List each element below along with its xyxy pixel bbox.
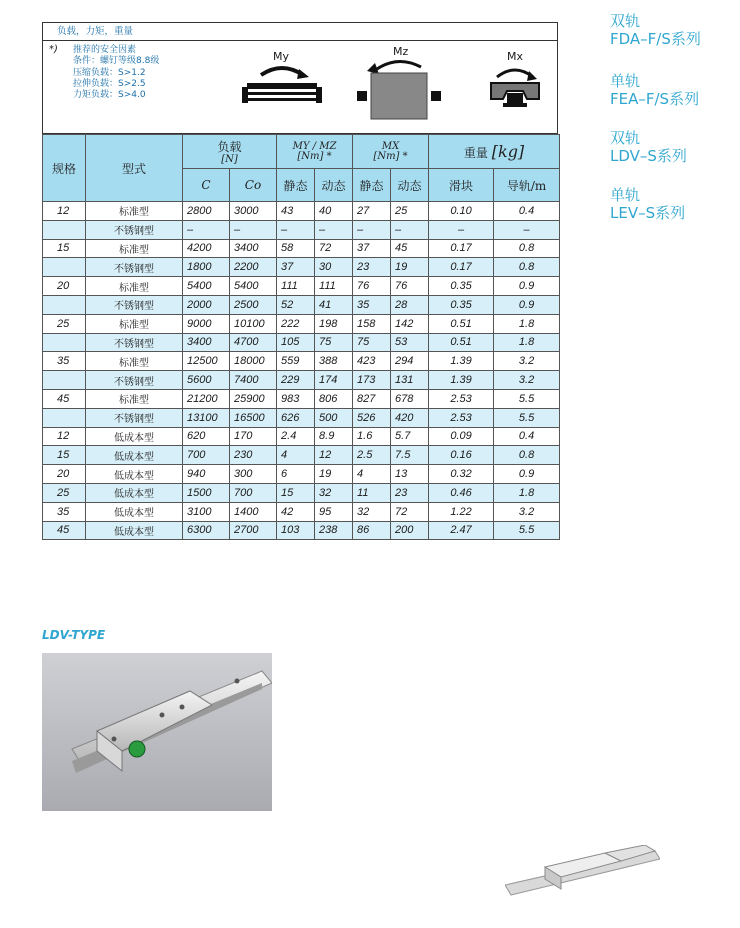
note-line: 压缩负载：S>1.2 bbox=[73, 67, 146, 78]
cell-co: 2700 bbox=[230, 521, 277, 540]
cell-myd: 30 bbox=[315, 258, 353, 277]
cell-myd: 8.9 bbox=[315, 427, 353, 446]
cell-rail: 1.8 bbox=[494, 333, 560, 352]
cell-type: 低成本型 bbox=[86, 427, 183, 446]
load-unit: [N] bbox=[221, 154, 238, 165]
col-block-header: 滑块 bbox=[429, 169, 494, 202]
cell-size: 15 bbox=[43, 446, 86, 465]
cell-mxd: 7.5 bbox=[391, 446, 429, 465]
cell-size: 12 bbox=[43, 202, 86, 221]
cell-c: 4200 bbox=[183, 239, 230, 258]
cell-rail: 5.5 bbox=[494, 408, 560, 427]
cell-co: 230 bbox=[230, 446, 277, 465]
photo-title: LDV-TYPE bbox=[42, 628, 106, 642]
cell-myd: – bbox=[315, 220, 353, 239]
series-title: 单轨 bbox=[610, 72, 641, 90]
table-row bbox=[43, 446, 560, 465]
cell-block: 0.46 bbox=[429, 483, 494, 502]
table-row bbox=[43, 465, 560, 484]
cell-mys: 6 bbox=[277, 465, 315, 484]
cell-mxs: 827 bbox=[353, 389, 391, 408]
series-sub: LEV–S系列 bbox=[610, 204, 686, 222]
cell-rail: 0.8 bbox=[494, 239, 560, 258]
mymz-unit: [Nm] * bbox=[297, 151, 332, 162]
cell-mys: 111 bbox=[277, 277, 315, 296]
cell-mxs: 35 bbox=[353, 295, 391, 314]
cell-mxd: 28 bbox=[391, 295, 429, 314]
cell-type: 低成本型 bbox=[86, 446, 183, 465]
cell-type: 标准型 bbox=[86, 202, 183, 221]
col-mymz-header bbox=[277, 135, 353, 169]
cell-rail: 3.2 bbox=[494, 371, 560, 390]
cell-rail: – bbox=[494, 220, 560, 239]
cell-c: 9000 bbox=[183, 314, 230, 333]
note-line: 拉伸负载：S>2.5 bbox=[73, 78, 146, 89]
cell-rail: 0.4 bbox=[494, 202, 560, 221]
cell-co: 3000 bbox=[230, 202, 277, 221]
cell-type: 不锈钢型 bbox=[86, 220, 183, 239]
cell-mys: 222 bbox=[277, 314, 315, 333]
cell-c: 2800 bbox=[183, 202, 230, 221]
table-row bbox=[43, 333, 560, 352]
cell-c: 5400 bbox=[183, 277, 230, 296]
cell-mxs: 173 bbox=[353, 371, 391, 390]
mz-diagram bbox=[353, 43, 443, 121]
cell-mys: 43 bbox=[277, 202, 315, 221]
col-rail-header: 导轨/m bbox=[494, 169, 560, 202]
cell-block: 1.39 bbox=[429, 371, 494, 390]
series-fda bbox=[610, 12, 701, 48]
cell-mxd: 76 bbox=[391, 277, 429, 296]
cell-rail: 0.9 bbox=[494, 295, 560, 314]
ldv-product-image bbox=[42, 653, 272, 811]
cell-mys: 4 bbox=[277, 446, 315, 465]
cell-mys: 52 bbox=[277, 295, 315, 314]
cell-mxs: 76 bbox=[353, 277, 391, 296]
cell-mxd: 142 bbox=[391, 314, 429, 333]
cell-size: 35 bbox=[43, 502, 86, 521]
cell-myd: 41 bbox=[315, 295, 353, 314]
cell-myd: 19 bbox=[315, 465, 353, 484]
cell-block: 2.53 bbox=[429, 389, 494, 408]
cell-myd: 500 bbox=[315, 408, 353, 427]
cell-mxd: 131 bbox=[391, 371, 429, 390]
series-sub: FEA–F/S系列 bbox=[610, 90, 700, 108]
cell-type: 低成本型 bbox=[86, 502, 183, 521]
table-row bbox=[43, 277, 560, 296]
cell-mxs: 23 bbox=[353, 258, 391, 277]
table-row bbox=[43, 258, 560, 277]
cell-size: 15 bbox=[43, 239, 86, 258]
weight-unit: [kg] bbox=[491, 142, 525, 161]
mymz-title: MY / MZ bbox=[292, 141, 337, 152]
cell-type: 低成本型 bbox=[86, 483, 183, 502]
cell-block: 2.53 bbox=[429, 408, 494, 427]
cell-type: 低成本型 bbox=[86, 521, 183, 540]
cell-myd: 238 bbox=[315, 521, 353, 540]
table-row bbox=[43, 352, 560, 371]
cell-mxs: 2.5 bbox=[353, 446, 391, 465]
cell-size: 12 bbox=[43, 427, 86, 446]
cell-co: 170 bbox=[230, 427, 277, 446]
cell-type: 标准型 bbox=[86, 277, 183, 296]
table-row bbox=[43, 389, 560, 408]
cell-mys: 103 bbox=[277, 521, 315, 540]
table-row bbox=[43, 502, 560, 521]
table-row bbox=[43, 483, 560, 502]
cell-c: 3400 bbox=[183, 333, 230, 352]
col-load-header bbox=[183, 135, 277, 169]
cell-mxs: 86 bbox=[353, 521, 391, 540]
cell-myd: 12 bbox=[315, 446, 353, 465]
cell-type: 低成本型 bbox=[86, 465, 183, 484]
cell-rail: 5.5 bbox=[494, 389, 560, 408]
cell-c: 5600 bbox=[183, 371, 230, 390]
cell-rail: 0.9 bbox=[494, 277, 560, 296]
cell-block: 0.17 bbox=[429, 258, 494, 277]
cell-mxs: 27 bbox=[353, 202, 391, 221]
cell-size bbox=[43, 258, 86, 277]
cell-c: 620 bbox=[183, 427, 230, 446]
table-row bbox=[43, 239, 560, 258]
note-line: 推荐的安全因素 bbox=[73, 45, 137, 55]
cell-myd: 388 bbox=[315, 352, 353, 371]
cell-co: 5400 bbox=[230, 277, 277, 296]
col-my-static-header: 静态 bbox=[277, 169, 315, 202]
cell-mys: 15 bbox=[277, 483, 315, 502]
spec-header: 负载，力矩，重量 bbox=[43, 23, 557, 41]
cell-co: 4700 bbox=[230, 333, 277, 352]
cell-co: 18000 bbox=[230, 352, 277, 371]
cell-type: 标准型 bbox=[86, 352, 183, 371]
cell-co: 10100 bbox=[230, 314, 277, 333]
cell-block: 0.17 bbox=[429, 239, 494, 258]
table-row bbox=[43, 521, 560, 540]
cell-block: 0.51 bbox=[429, 333, 494, 352]
spec-box bbox=[42, 22, 558, 134]
cell-mxd: – bbox=[391, 220, 429, 239]
cell-rail: 3.2 bbox=[494, 352, 560, 371]
load-title: 负载 bbox=[217, 140, 242, 154]
cell-co: 2200 bbox=[230, 258, 277, 277]
cell-mys: 559 bbox=[277, 352, 315, 371]
cell-block: 0.10 bbox=[429, 202, 494, 221]
col-c-header: C bbox=[183, 169, 230, 202]
cell-mxd: 13 bbox=[391, 465, 429, 484]
cell-myd: 75 bbox=[315, 333, 353, 352]
cell-mxs: 158 bbox=[353, 314, 391, 333]
cell-co: 3400 bbox=[230, 239, 277, 258]
cell-block: 0.51 bbox=[429, 314, 494, 333]
cell-co: 25900 bbox=[230, 389, 277, 408]
table-row bbox=[43, 371, 560, 390]
cell-mxd: 72 bbox=[391, 502, 429, 521]
cell-rail: 3.2 bbox=[494, 502, 560, 521]
safety-notes bbox=[73, 45, 159, 101]
cell-mys: 42 bbox=[277, 502, 315, 521]
cell-myd: 198 bbox=[315, 314, 353, 333]
cell-co: 2500 bbox=[230, 295, 277, 314]
cell-rail: 1.8 bbox=[494, 314, 560, 333]
cell-mxd: 53 bbox=[391, 333, 429, 352]
cell-mxs: 423 bbox=[353, 352, 391, 371]
col-mx-header bbox=[353, 135, 429, 169]
cell-type: 不锈钢型 bbox=[86, 371, 183, 390]
mx-unit: [Nm] * bbox=[373, 151, 408, 162]
cell-type: 标准型 bbox=[86, 389, 183, 408]
cell-rail: 0.8 bbox=[494, 258, 560, 277]
cell-size: 20 bbox=[43, 465, 86, 484]
col-co-header: Co bbox=[230, 169, 277, 202]
my-label: My bbox=[273, 50, 290, 63]
cell-co: – bbox=[230, 220, 277, 239]
weight-title: 重量 bbox=[463, 146, 488, 160]
note-line: 条件：螺钉等级8.8级 bbox=[73, 56, 160, 67]
col-mx-dynamic-header: 动态 bbox=[391, 169, 429, 202]
series-fea bbox=[610, 72, 699, 108]
cell-block: 1.22 bbox=[429, 502, 494, 521]
col-type-header: 型式 bbox=[86, 135, 183, 202]
cell-myd: 806 bbox=[315, 389, 353, 408]
cell-c: 700 bbox=[183, 446, 230, 465]
cell-type: 不锈钢型 bbox=[86, 295, 183, 314]
cell-mxs: 4 bbox=[353, 465, 391, 484]
cell-size bbox=[43, 295, 86, 314]
product-image-small bbox=[505, 845, 660, 903]
cell-size: 35 bbox=[43, 352, 86, 371]
cell-myd: 32 bbox=[315, 483, 353, 502]
table-body bbox=[43, 202, 560, 540]
spec-table bbox=[42, 134, 560, 540]
cell-c: 1800 bbox=[183, 258, 230, 277]
cell-mxd: 25 bbox=[391, 202, 429, 221]
mx-label: Mx bbox=[507, 50, 524, 63]
cell-block: 2.47 bbox=[429, 521, 494, 540]
table-row bbox=[43, 408, 560, 427]
cell-myd: 174 bbox=[315, 371, 353, 390]
cell-c: 13100 bbox=[183, 408, 230, 427]
col-mx-static-header: 静态 bbox=[353, 169, 391, 202]
cell-rail: 1.8 bbox=[494, 483, 560, 502]
cell-mys: 229 bbox=[277, 371, 315, 390]
cell-myd: 40 bbox=[315, 202, 353, 221]
cell-c: 6300 bbox=[183, 521, 230, 540]
cell-co: 1400 bbox=[230, 502, 277, 521]
series-sub: LDV–S系列 bbox=[610, 147, 687, 165]
cell-co: 700 bbox=[230, 483, 277, 502]
col-weight-header bbox=[429, 135, 560, 169]
mx-diagram bbox=[485, 47, 545, 109]
cell-mys: 983 bbox=[277, 389, 315, 408]
cell-mxd: 45 bbox=[391, 239, 429, 258]
cell-c: 3100 bbox=[183, 502, 230, 521]
cell-rail: 0.9 bbox=[494, 465, 560, 484]
col-my-dynamic-header: 动态 bbox=[315, 169, 353, 202]
table-row bbox=[43, 427, 560, 446]
cell-block: – bbox=[429, 220, 494, 239]
cell-mxd: 23 bbox=[391, 483, 429, 502]
cell-block: 0.32 bbox=[429, 465, 494, 484]
cell-type: 不锈钢型 bbox=[86, 408, 183, 427]
cell-block: 1.39 bbox=[429, 352, 494, 371]
cell-size bbox=[43, 408, 86, 427]
cell-mxs: 526 bbox=[353, 408, 391, 427]
cell-type: 不锈钢型 bbox=[86, 258, 183, 277]
series-title: 双轨 bbox=[610, 12, 641, 30]
cell-mxd: 200 bbox=[391, 521, 429, 540]
cell-mys: 37 bbox=[277, 258, 315, 277]
cell-mxd: 420 bbox=[391, 408, 429, 427]
note-line: 力矩负载：S>4.0 bbox=[73, 90, 146, 101]
cell-mxd: 5.7 bbox=[391, 427, 429, 446]
cell-myd: 111 bbox=[315, 277, 353, 296]
cell-mxs: 1.6 bbox=[353, 427, 391, 446]
mx-title: MX bbox=[381, 141, 400, 152]
series-lev bbox=[610, 186, 685, 222]
cell-rail: 5.5 bbox=[494, 521, 560, 540]
cell-mxs: 32 bbox=[353, 502, 391, 521]
cell-mxs: 37 bbox=[353, 239, 391, 258]
cell-mxd: 294 bbox=[391, 352, 429, 371]
note-mark: *) bbox=[49, 44, 58, 55]
cell-size bbox=[43, 371, 86, 390]
series-ldv bbox=[610, 129, 687, 165]
cell-type: 标准型 bbox=[86, 239, 183, 258]
cell-mxs: 75 bbox=[353, 333, 391, 352]
cell-type: 标准型 bbox=[86, 314, 183, 333]
col-size-header: 规格 bbox=[43, 135, 86, 202]
series-title: 单轨 bbox=[610, 186, 641, 204]
table-row bbox=[43, 314, 560, 333]
cell-co: 16500 bbox=[230, 408, 277, 427]
cell-size: 25 bbox=[43, 314, 86, 333]
cell-block: 0.16 bbox=[429, 446, 494, 465]
cell-co: 300 bbox=[230, 465, 277, 484]
cell-size bbox=[43, 220, 86, 239]
cell-block: 0.35 bbox=[429, 277, 494, 296]
cell-c: 21200 bbox=[183, 389, 230, 408]
cell-mys: 626 bbox=[277, 408, 315, 427]
cell-rail: 0.4 bbox=[494, 427, 560, 446]
cell-rail: 0.8 bbox=[494, 446, 560, 465]
cell-size: 20 bbox=[43, 277, 86, 296]
cell-c: – bbox=[183, 220, 230, 239]
cell-size: 45 bbox=[43, 389, 86, 408]
cell-c: 2000 bbox=[183, 295, 230, 314]
cell-mxs: – bbox=[353, 220, 391, 239]
table-row bbox=[43, 220, 560, 239]
cell-mys: 105 bbox=[277, 333, 315, 352]
cell-mxd: 19 bbox=[391, 258, 429, 277]
cell-mxd: 678 bbox=[391, 389, 429, 408]
cell-mys: 58 bbox=[277, 239, 315, 258]
cell-mys: – bbox=[277, 220, 315, 239]
cell-myd: 95 bbox=[315, 502, 353, 521]
cell-co: 7400 bbox=[230, 371, 277, 390]
cell-block: 0.09 bbox=[429, 427, 494, 446]
cell-mxs: 11 bbox=[353, 483, 391, 502]
cell-size: 45 bbox=[43, 521, 86, 540]
cell-size bbox=[43, 333, 86, 352]
cell-block: 0.35 bbox=[429, 295, 494, 314]
series-title: 双轨 bbox=[610, 129, 641, 147]
cell-size: 25 bbox=[43, 483, 86, 502]
table-row bbox=[43, 202, 560, 221]
cell-c: 940 bbox=[183, 465, 230, 484]
table-row bbox=[43, 295, 560, 314]
cell-myd: 72 bbox=[315, 239, 353, 258]
series-sub: FDA–F/S系列 bbox=[610, 30, 701, 48]
cell-c: 1500 bbox=[183, 483, 230, 502]
cell-c: 12500 bbox=[183, 352, 230, 371]
cell-type: 不锈钢型 bbox=[86, 333, 183, 352]
cell-mys: 2.4 bbox=[277, 427, 315, 446]
my-diagram bbox=[239, 47, 325, 109]
mz-label: Mz bbox=[393, 45, 409, 58]
